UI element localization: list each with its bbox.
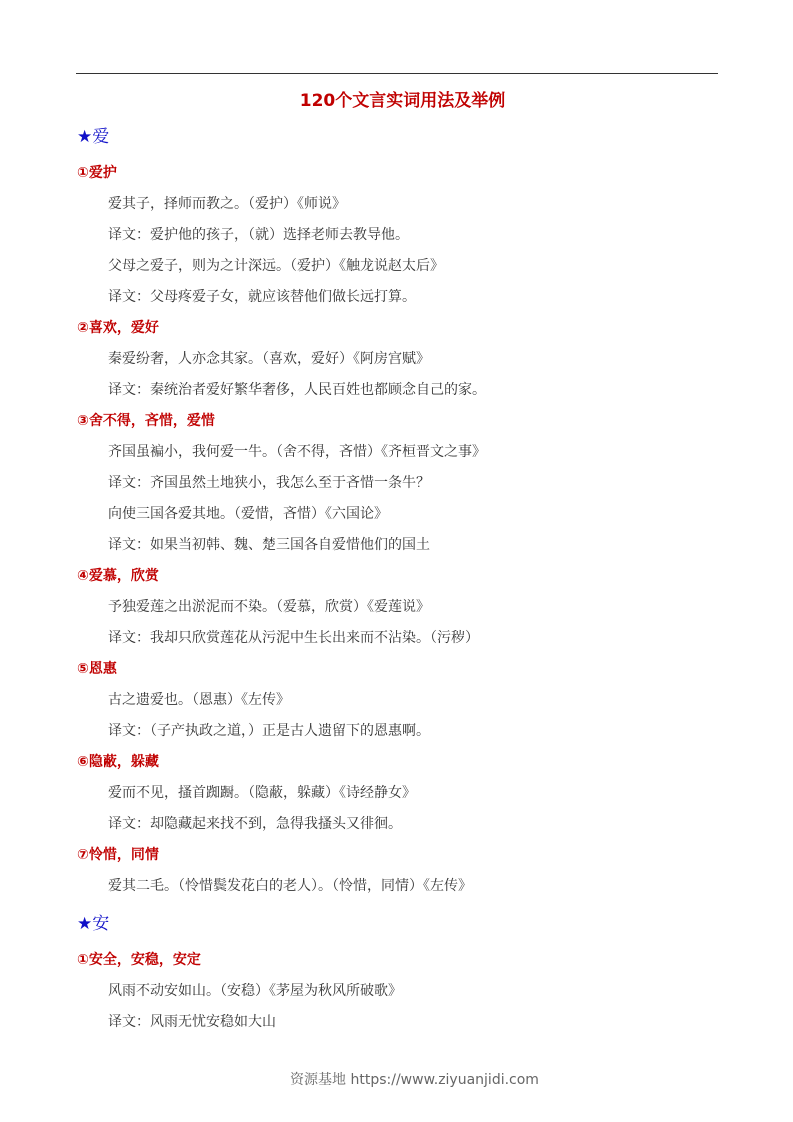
document-body	[77, 121, 717, 1038]
example-line: 古之遗爱也。（恩惠）《左传》	[108, 692, 290, 708]
translation-line: 译文：爱护他的孩子，（就）选择老师去教导他。	[108, 227, 409, 243]
sense-heading: ⑦怜惜，同情	[77, 847, 159, 863]
entry-word-heading: ★爱	[77, 127, 110, 147]
translation-line: 译文：秦统治者爱好繁华奢侈，人民百姓也都顾念自己的家。	[108, 382, 486, 398]
example-line: 向使三国各爱其地。（爱惜，吝惜）《六国论》	[108, 506, 388, 522]
translation-line: 译文：我却只欣赏莲花从污泥中生长出来而不沾染。（污秽）	[108, 630, 479, 646]
sense-heading: ④爱慕，欣赏	[77, 568, 159, 584]
sense-heading: ⑥隐蔽，躲藏	[77, 754, 159, 770]
example-line: 秦爱纷奢，人亦念其家。（喜欢，爱好）《阿房宫赋》	[108, 351, 430, 367]
translation-line: 译文：（子产执政之道，）正是古人遗留下的恩惠啊。	[108, 723, 430, 739]
sense-heading: ①爱护	[77, 165, 117, 181]
example-line: 爱其子，择师而教之。（爱护）《师说》	[108, 196, 346, 212]
example-line: 齐国虽褊小，我何爱一牛。（舍不得，吝惜）《齐桓晋文之事》	[108, 444, 486, 460]
sense-heading: ②喜欢，爱好	[77, 320, 159, 336]
translation-line: 译文：如果当初韩、魏、楚三国各自爱惜他们的国土	[108, 537, 430, 553]
footer-watermark: 资源基地 https://www.ziyuanjidi.com	[290, 1072, 539, 1088]
example-line: 予独爱莲之出淤泥而不染。（爱慕，欣赏）《爱莲说》	[108, 599, 430, 615]
sense-heading: ⑤恩惠	[77, 661, 117, 677]
page-title: 120个文言实词用法及举例	[299, 91, 506, 111]
example-line: 爱而不见，搔首踟蹰。（隐蔽，躲藏）《诗经静女》	[108, 785, 416, 801]
translation-line: 译文：却隐藏起来找不到，急得我搔头又徘徊。	[108, 816, 402, 832]
translation-line: 译文：父母疼爱子女，就应该替他们做长远打算。	[108, 289, 416, 305]
sense-heading: ③舍不得，吝惜，爱惜	[77, 413, 215, 429]
translation-line: 译文：齐国虽然土地狭小，我怎么至于吝惜一条牛？	[108, 475, 430, 491]
sense-heading: ①安全，安稳，安定	[77, 952, 201, 968]
entry-word-heading: ★安	[77, 914, 110, 934]
example-line: 风雨不动安如山。（安稳）《茅屋为秋风所破歌》	[108, 983, 402, 999]
example-line: 爱其二毛。（怜惜鬓发花白的老人）。（怜惜，同情）《左传》	[108, 878, 472, 894]
header-rule	[76, 73, 718, 74]
translation-line: 译文：风雨无忧安稳如大山	[108, 1014, 276, 1030]
example-line: 父母之爱子，则为之计深远。（爱护）《触龙说赵太后》	[108, 258, 444, 274]
